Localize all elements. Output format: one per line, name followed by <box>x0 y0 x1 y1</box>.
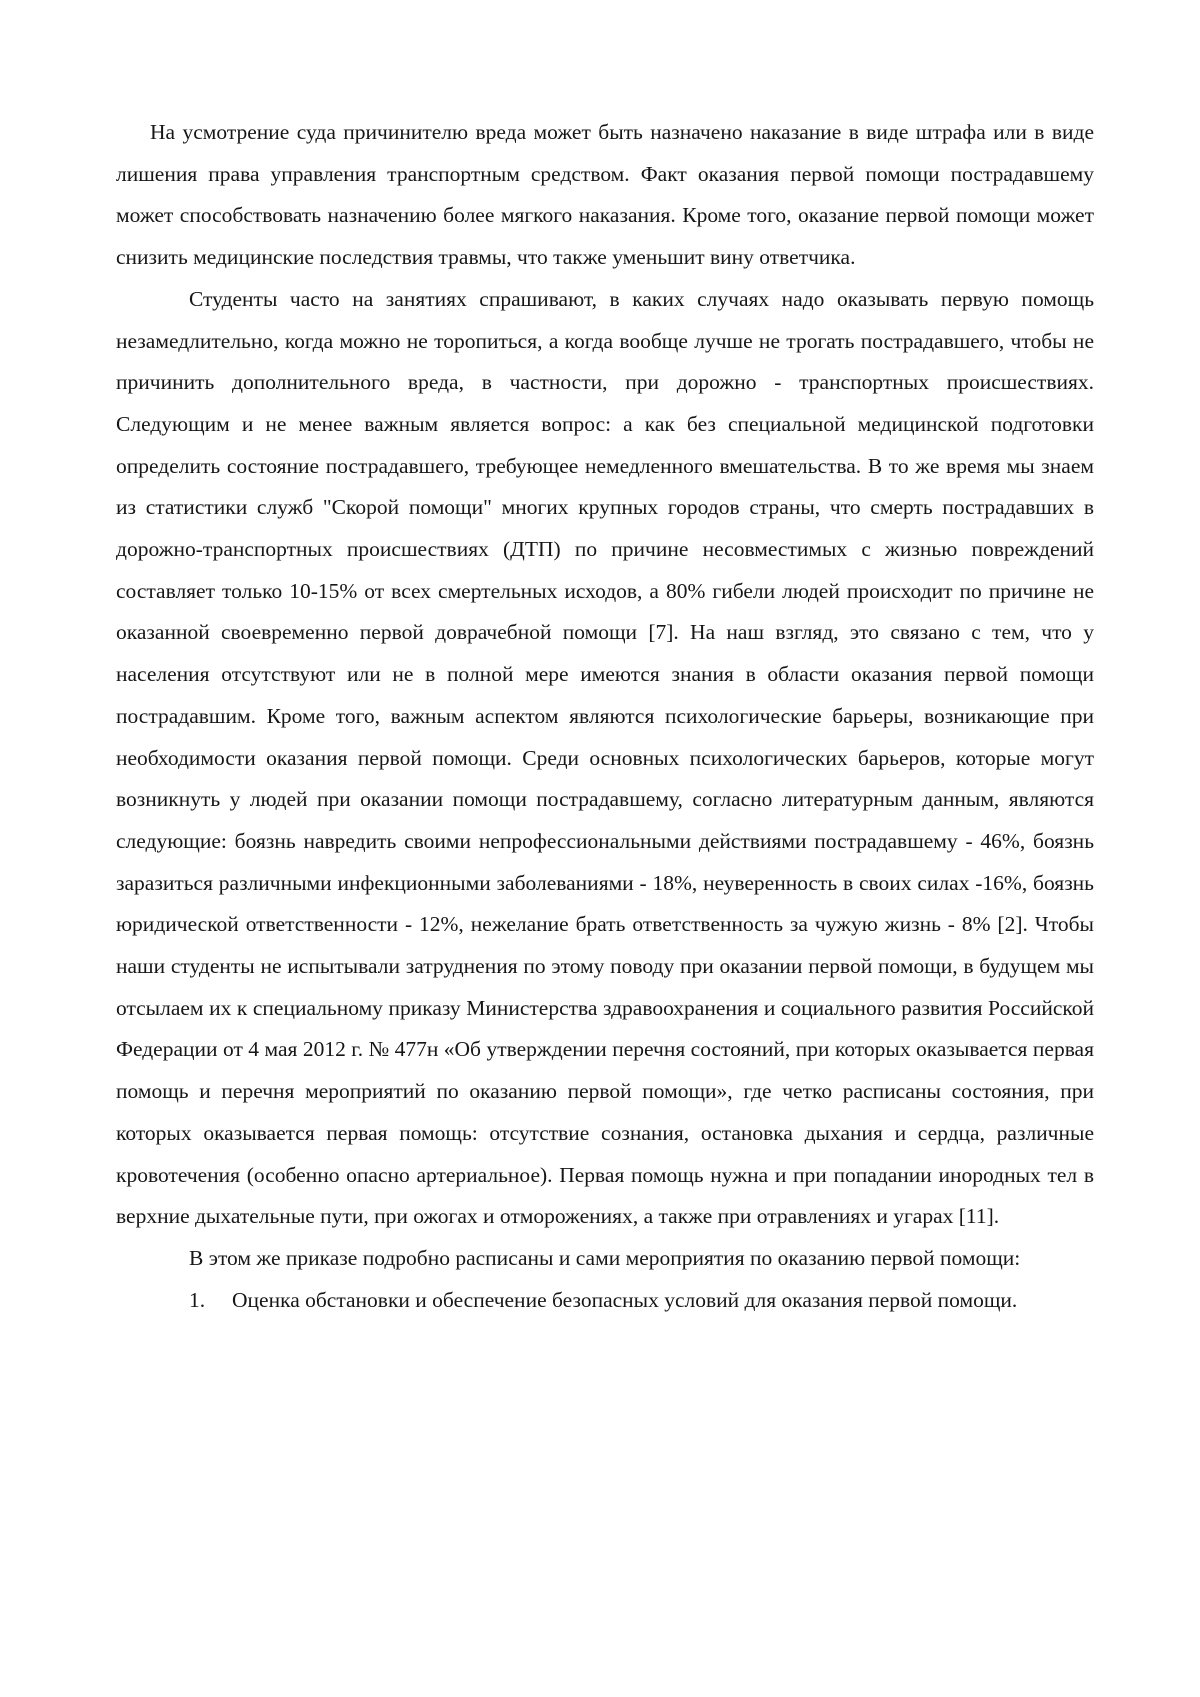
paragraph-penalty: На усмотрение суда причинителю вреда может быть назначено наказание в виде штрафа или в виде лишения права управления транспортным средством. Факт оказания первой помощи пострадавшему может способствовать назначению более мягкого наказания. Кроме того, оказание первой помощи может снизить медицинские последствия травмы, что также уменьшит вину ответчика. <box>116 112 1094 279</box>
list-item-text: Оценка обстановки и обеспечение безопасных условий для оказания первой помощи. <box>232 1288 1017 1312</box>
list-item <box>116 1280 1094 1322</box>
document-page <box>116 112 1094 1321</box>
paragraph-order-measures: В этом же приказе подробно расписаны и сами мероприятия по оказанию первой помощи: <box>116 1238 1094 1280</box>
list-item-number: 1. <box>189 1280 232 1322</box>
paragraph-students-questions: Студенты часто на занятиях спрашивают, в каких случаях надо оказывать первую помощь незамедлительно, когда можно не торопиться, а когда вообще лучше не трогать пострадавшего, чтобы не причинить дополнительного вреда, в частности, при дорожно - транспортных происшествиях. Следующим и не менее важным является вопрос: а как без специальной медицинской подготовки определить состояние пострадавшего, требующее немедленного вмешательства. В то же время мы знаем из статистики служб "Скорой помощи" многих крупных городов страны, что смерть пострадавших в дорожно-транспортных происшествиях (ДТП) по причине несовместимых с жизнью повреждений составляет только 10-15% от всех смертельных исходов, а 80% гибели людей происходит по причине не оказанной своевременно первой доврачебной помощи [7]. На наш взгляд, это связано с тем, что у населения отсутствуют или не в полной мере имеются знания в области оказания первой помощи пострадавшим. Кроме того, важным аспектом являются психологические барьеры, возникающие при необходимости оказания первой помощи. Среди основных психологических барьеров, которые могут возникнуть у людей при оказании помощи пострадавшему, согласно литературным данным, являются следующие: боязнь навредить своими непрофессиональными действиями пострадавшему - 46%, боязнь заразиться различными инфекционными заболеваниями - 18%, неуверенность в своих силах -16%, боязнь юридической ответственности - 12%, нежелание брать ответственность за чужую жизнь - 8% [2]. Чтобы наши студенты не испытывали затруднения по этому поводу при оказании первой помощи, в будущем мы отсылаем их к специальному приказу Министерства здравоохранения и социального развития Российской Федерации от 4 мая 2012 г. № 477н «Об утверждении перечня состояний, при которых оказывается первая помощь и перечня мероприятий по оказанию первой помощи», где четко расписаны состояния, при которых оказывается первая помощь: отсутствие сознания, остановка дыхания и сердца, различные кровотечения (особенно опасно артериальное). Первая помощь нужна и при попадании инородных тел в верхние дыхательные пути, при ожогах и отморожениях, а также при отравлениях и угарах [11]. <box>116 279 1094 1238</box>
